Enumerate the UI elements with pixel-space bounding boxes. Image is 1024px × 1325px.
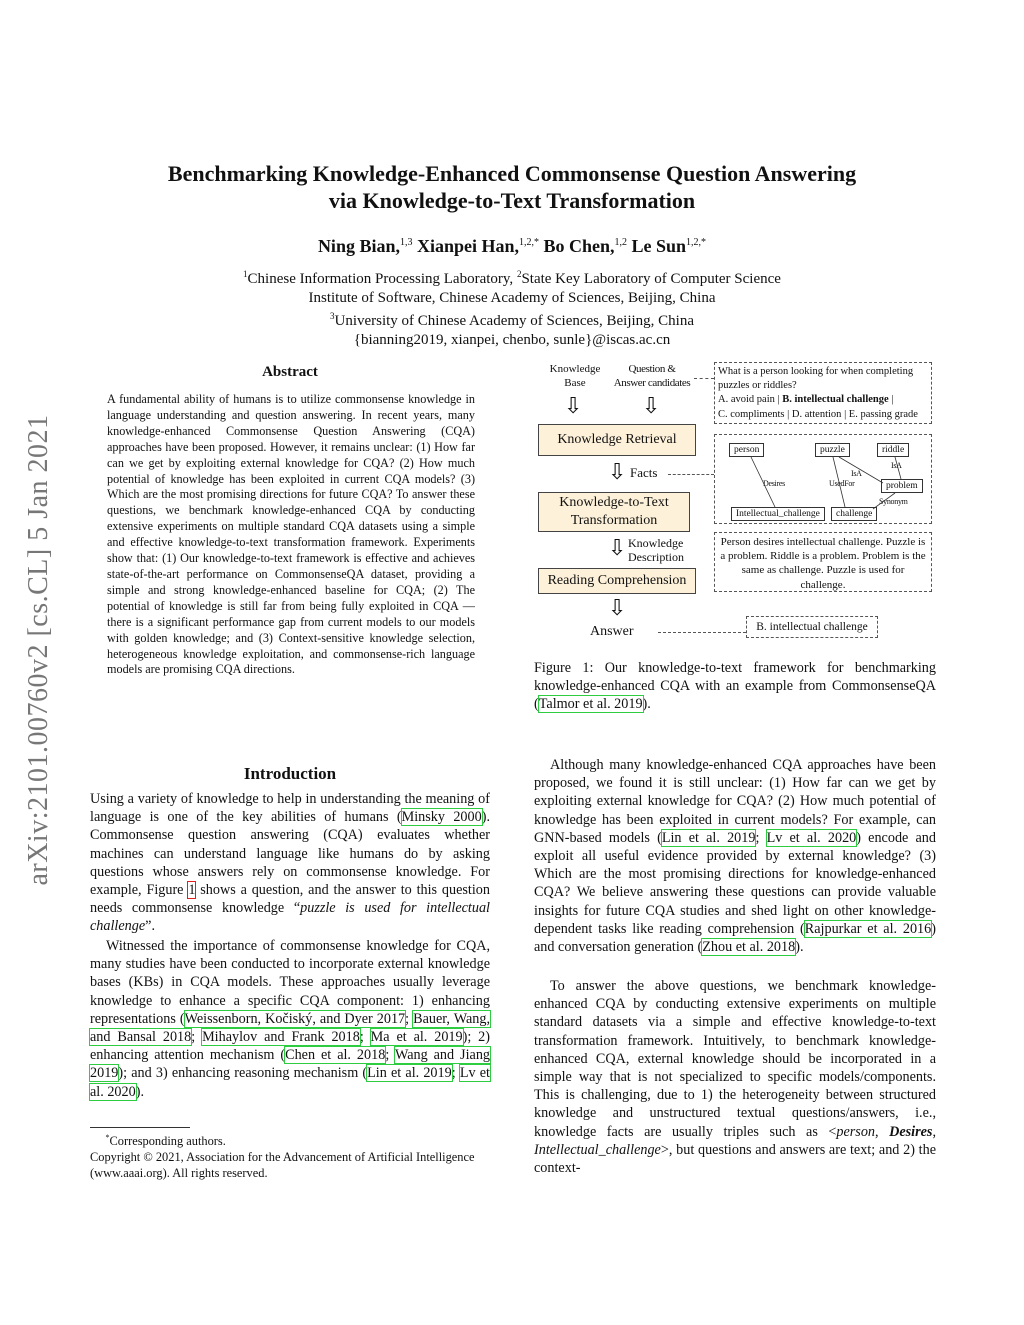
intro-paragraph-2: Witnessed the importance of commonsense knowledge for CQA, many studies have been conducted to incorporate external knowledge bases (KBs) in CQA models. These approaches usually leverage knowledge to enhance a specific CQA component: 1) enhancing representations (Weissenborn, Kočiský, and Dyer 2017; Bauer, Wang, and Bansal 2018; Mihaylov and Frank 2018; Ma et al. 2019); 2) enhancing attention mechanism (Chen et al. 2018; Wang and Jiang 2019); and 3) enhancing reasoning mechanism (Lin et al. 2019; Lv et al. 2020).: [90, 938, 491, 1100]
graph-node: riddle: [877, 443, 909, 457]
graph-edge-label: Desires: [763, 479, 785, 488]
figure-1-caption: Figure 1: Our knowledge-to-text framework for benchmarking knowledge-enhanced CQA with an example from CommonsenseQA (Talmor et al. 2019).: [534, 660, 936, 713]
title-line-2: via Knowledge-to-Text Transformation: [328, 188, 696, 213]
author-sup: 1,2: [614, 237, 628, 248]
graph-edge-label: IsA: [851, 469, 862, 478]
down-arrow-icon: ⇩: [608, 536, 627, 561]
answer-box: B. intellectual challenge: [746, 616, 878, 638]
graph-edge-label: UsedFor: [829, 479, 855, 488]
affiliation-3: University of Chinese Academy of Sciences, Beijing, China: [334, 313, 694, 329]
option-b: B. intellectual challenge: [782, 394, 889, 406]
kb-label: Knowledge Base: [549, 363, 601, 389]
footnote-rule: [90, 1127, 190, 1128]
citation-link[interactable]: Lv et al. 2020: [90, 1065, 490, 1100]
citation-link[interactable]: Ma et al. 2019: [370, 1029, 463, 1046]
connector-line: [694, 378, 714, 379]
knowledge-retrieval-box: Knowledge Retrieval: [538, 424, 696, 456]
intro-paragraph-1: Using a variety of knowledge to help in understanding the meaning of language is one of the key abilities of humans (Minsky 2000). Commonsense question answering (CQA) evaluates whether machines can understand language like humans do by asking questions whose answers rely on commonsense knowledge. For example, Figure 1 shows a question, and the answer to this question needs commonsense knowledge “puzzle is used for intellectual challenge”.: [90, 791, 490, 935]
citation-link[interactable]: Wang and Jiang 2019: [90, 1047, 491, 1082]
author-name: Ning Bian,: [317, 236, 400, 256]
citation-link[interactable]: Rajpurkar et al. 2016: [804, 920, 932, 937]
footnotes: *Corresponding authors. Copyright © 2021, Association for the Advancement of Artificial Intelligence (www.aaai.org). All rights reserved.: [90, 1130, 490, 1182]
graph-node: problem: [881, 479, 923, 493]
graph-node: puzzle: [815, 443, 850, 457]
author-sup: 1,2,*: [686, 237, 707, 248]
option-e: E. passing grade: [848, 408, 918, 420]
paper-title: [0, 160, 1024, 214]
option-a: A. avoid pain: [718, 394, 775, 406]
figure-reference-link[interactable]: 1: [188, 882, 196, 899]
citation-link[interactable]: Lin et al. 2019: [367, 1065, 452, 1082]
knowledge-to-text-box: Knowledge-to-Text Transformation: [538, 492, 690, 532]
graph-edges: [715, 435, 933, 525]
abstract-text: A fundamental ability of humans is to utilize commonsense knowledge in language understanding and question answering. In recent years, many knowledge-enhanced Commonsense Question Answering (CQA) approaches have been proposed. However, it remains unclear: (1) How far can we get by exploiting external knowledge for CQA? (2) How much potential of knowledge has been exploited in current CQA models? (3) Which are the most promising directions for future CQA? To answer these questions, we benchmark knowledge-enhanced CQA by conducting extensive experiments on multiple standard CQA datasets using a simple and effective knowledge-to-text transformation framework. Experiments show that: (1) Our knowledge-to-text framework is effective and achieves state-of-the-art performance on CommonsenseQA dataset, providing a simple and strong knowledge-enhanced baseline for CQA; (2) The potential of knowledge is still far from being fully exploited in CQA — there is a significant performance gap from current models to our models with golden knowledge; and (3) Context-sensitive knowledge selection, heterogeneous knowledge exploitation, and commonsense-rich language models are promising CQA directions.: [107, 392, 475, 677]
introduction-heading: Introduction: [243, 764, 337, 783]
graph-node: Intellectual_challenge: [731, 507, 825, 521]
knowledge-graph-box: [714, 434, 932, 524]
question-box: What is a person looking for when completing puzzles or riddles? A. avoid pain | B. intellectual challenge | C. compliments | D. attention | E. passing grade: [714, 362, 932, 424]
citation-link[interactable]: Minsky 2000: [401, 809, 482, 826]
connector-line: [658, 632, 746, 633]
citation-link[interactable]: Chen et al. 2018: [285, 1047, 386, 1064]
reading-comprehension-box: Reading Comprehension: [538, 568, 696, 594]
graph-node: challenge: [831, 507, 877, 521]
figure-1: [534, 358, 936, 648]
citation-link[interactable]: Weissenborn, Kočiský, and Dyer 2017: [184, 1010, 406, 1027]
facts-label: Facts: [630, 465, 658, 480]
affiliation-2: State Key Laboratory of Computer Science: [521, 271, 781, 287]
knowledge-description-label: Knowledge Description: [628, 536, 684, 564]
affiliation-institute: Institute of Software, Chinese Academy of Sciences, Beijing, China: [308, 289, 716, 306]
author-sup: 1,2,*: [519, 237, 539, 248]
arxiv-sidebar: [14, 370, 64, 930]
answer-label: Answer: [590, 624, 634, 639]
citation-link[interactable]: Mihaylov and Frank 2018: [202, 1029, 360, 1046]
author-name: Le Sun: [631, 236, 687, 256]
citation-link[interactable]: Talmor et al. 2019: [538, 696, 643, 713]
down-arrow-icon: ⇩: [608, 596, 627, 621]
connector-line: [668, 474, 714, 475]
graph-edge-label: Synonym: [879, 497, 908, 506]
footnote-copyright: Copyright © 2021, Association for the Advancement of Artificial Intelligence (www.aaai.org). All rights reserved.: [90, 1149, 475, 1180]
citation-link[interactable]: Lin et al. 2019: [661, 829, 756, 846]
graph-node: person: [729, 443, 764, 457]
right-paragraph-2: To answer the above questions, we benchmark knowledge-enhanced CQA by conducting extensive experiments on multiple standard datasets via a simple and effective knowledge-to-text transformation framework. Intuitively, to benchmark knowledge-enhanced CQA, external knowledge should be incorporated in a simple way that is not specialized to specific models/components. This is challenging, due to 1) the heterogeneity between structured knowledge and unstructured textual questions/answers, i.e., knowledge facts are usually triples such as <person, Desires, Intellectual_challenge>, but questions and answers are text; and 2) the context-: [534, 978, 937, 1177]
footnote-corresponding: Corresponding authors.: [109, 1134, 226, 1149]
author-emails: {bianning2019, xianpei, chenbo, sunle}@iscas.ac.cn: [353, 331, 671, 348]
qa-label: Question & Answer candidates: [613, 363, 691, 389]
arxiv-identifier: arXiv:2101.00760v2 [cs.CL] 5 Jan 2021: [23, 414, 54, 886]
affiliations: $^1$Chinese Information Processing Laboratory, $^2$State Key Laboratory of Computer Science Institute of Software, Chinese Academy of Sciences, Beijing, China $^3$University of Chinese Academy of Sciences, Beijing, China {bianning2019, xianpei, chenbo, sunle}@iscas.ac.cn: [0, 265, 1024, 349]
abstract-heading: Abstract: [262, 364, 318, 380]
down-arrow-icon: ⇩: [642, 394, 661, 419]
description-box: Person desires intellectual challenge. Puzzle is a problem. Riddle is a problem. Problem is the same as challenge. Puzzle is used for challenge.: [714, 532, 932, 592]
title-line-1: Benchmarking Knowledge-Enhanced Commonsense Question Answering: [167, 161, 857, 186]
author-sup: 1,3: [399, 237, 413, 248]
affiliation-1: Chinese Information Processing Laboratory,: [247, 271, 517, 287]
graph-edge-label: IsA: [891, 461, 902, 470]
down-arrow-icon: ⇩: [564, 394, 583, 419]
author-name: Xianpei Han,: [416, 236, 519, 256]
citation-link[interactable]: Zhou et al. 2018: [702, 939, 796, 956]
option-d: D. attention: [791, 408, 842, 420]
author-list: [0, 236, 1024, 257]
citation-link[interactable]: Lv et al. 2020: [766, 829, 857, 846]
down-arrow-icon: ⇩: [608, 460, 627, 485]
author-name: Bo Chen,: [543, 236, 615, 256]
citation-link[interactable]: Bauer, Wang, and Bansal 2018: [90, 1010, 490, 1046]
right-paragraph-1: Although many knowledge-enhanced CQA approaches have been proposed, we found it is still unclear: (1) How far can we get by exploiting external knowledge for CQA? (2) How much potential of knowledge has been exploited in current models? For example, can GNN-based models (Lin et al. 2019; Lv et al. 2020) encode and exploit all useful evidence provided by external knowledge? (3) Which are the most promising directions for knowledge-enhanced CQA? We believe answering these questions can provide valuable insights for future CQA studies and shed light on other knowledge-dependent tasks like reading comprehension (Rajpurkar et al. 2016) and conversation generation (Zhou et al. 2018).: [534, 757, 936, 956]
option-c: C. compliments: [718, 408, 785, 420]
question-text: What is a person looking for when completing puzzles or riddles?: [718, 366, 914, 392]
